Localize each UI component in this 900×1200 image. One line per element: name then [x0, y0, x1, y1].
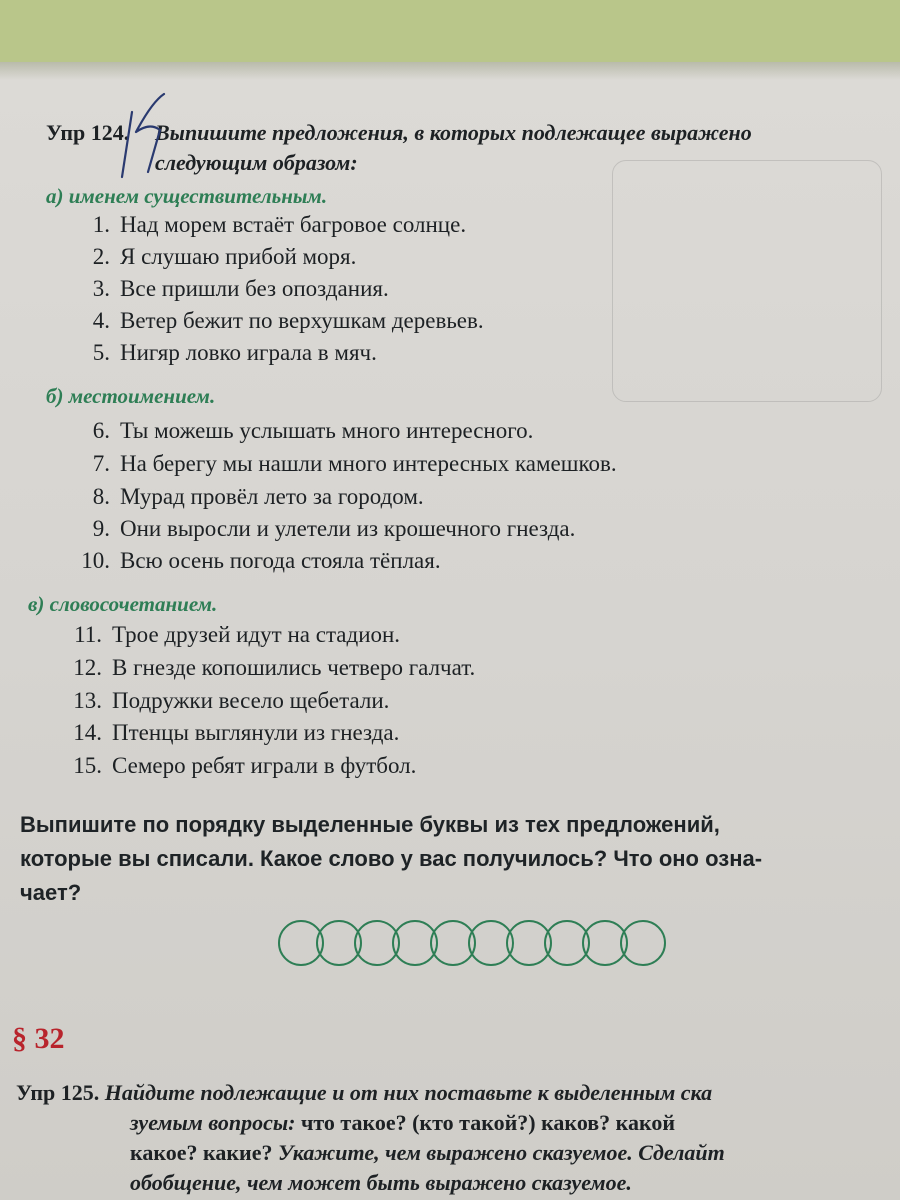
group-a-label: а) именем существительным.: [46, 184, 328, 208]
exercise-124-label: Упр 124.: [46, 120, 130, 145]
list-item: 8. Мурад провёл лето за городом.: [92, 484, 424, 509]
list-item: 5. Нигяр ловко играла в мяч.: [92, 340, 377, 365]
list-item: 2. Я слушаю прибой моря.: [92, 244, 357, 269]
exercise-125-line3: какое? какие? Укажите, чем выражено сказуемое. Сделайт: [130, 1140, 725, 1165]
list-item: 9. Они выросли и улетели из крошечного гнезда.: [92, 516, 576, 541]
show-through-box: [612, 160, 882, 402]
exercise-124-instruction-line1: Выпишите предложения, в которых подлежащее выражено: [155, 120, 752, 145]
exercise-125-line1: Упр 125. Найдите подлежащие и от них поставьте к выделенным ска: [16, 1080, 713, 1105]
group-c-label: в) словосочетанием.: [28, 592, 218, 616]
section-heading: § 32: [12, 1022, 65, 1055]
list-item: 1. Над морем встаёт багровое солнце.: [92, 212, 467, 237]
task-line-1: Выпишите по порядку выделенные буквы из тех предложений,: [20, 812, 720, 837]
list-item: 15. Семеро ребят играли в футбол.: [73, 753, 417, 778]
page-edge-shadow: [0, 62, 900, 80]
list-item: 13. Подружки весело щебетали.: [73, 688, 390, 713]
list-item: 11. Трое друзей идут на стадион.: [74, 622, 401, 647]
task-line-2: которые вы списали. Какое слово у вас получилось? Что оно озна-: [20, 846, 763, 871]
list-item: 7. На берегу мы нашли много интересных камешков.: [92, 451, 617, 476]
group-b-label: б) местоимением.: [46, 384, 216, 408]
pen-mark-icon: [102, 92, 172, 182]
list-item: 4. Ветер бежит по верхушкам деревьев.: [92, 308, 484, 333]
list-item: 6. Ты можешь услышать много интересного.: [92, 418, 534, 443]
exercise-125-line2: зуемым вопросы: что такое? (кто такой?) каков? какой: [130, 1110, 676, 1135]
list-item: 14. Птенцы выглянули из гнезда.: [73, 720, 400, 745]
list-item: 12. В гнезде копошились четверо галчат.: [73, 655, 476, 680]
answer-circles: [278, 920, 668, 972]
exercise-125-line4: обобщение, чем может быть выражено сказуемое.: [130, 1170, 632, 1195]
list-item: 10. Всю осень погода стояла тёплая.: [81, 548, 441, 573]
list-item: 3. Все пришли без опоздания.: [92, 276, 389, 301]
exercise-124-instruction-line2: следующим образом:: [155, 150, 358, 175]
task-line-3: чает?: [20, 880, 82, 905]
answer-circle[interactable]: [620, 920, 666, 966]
